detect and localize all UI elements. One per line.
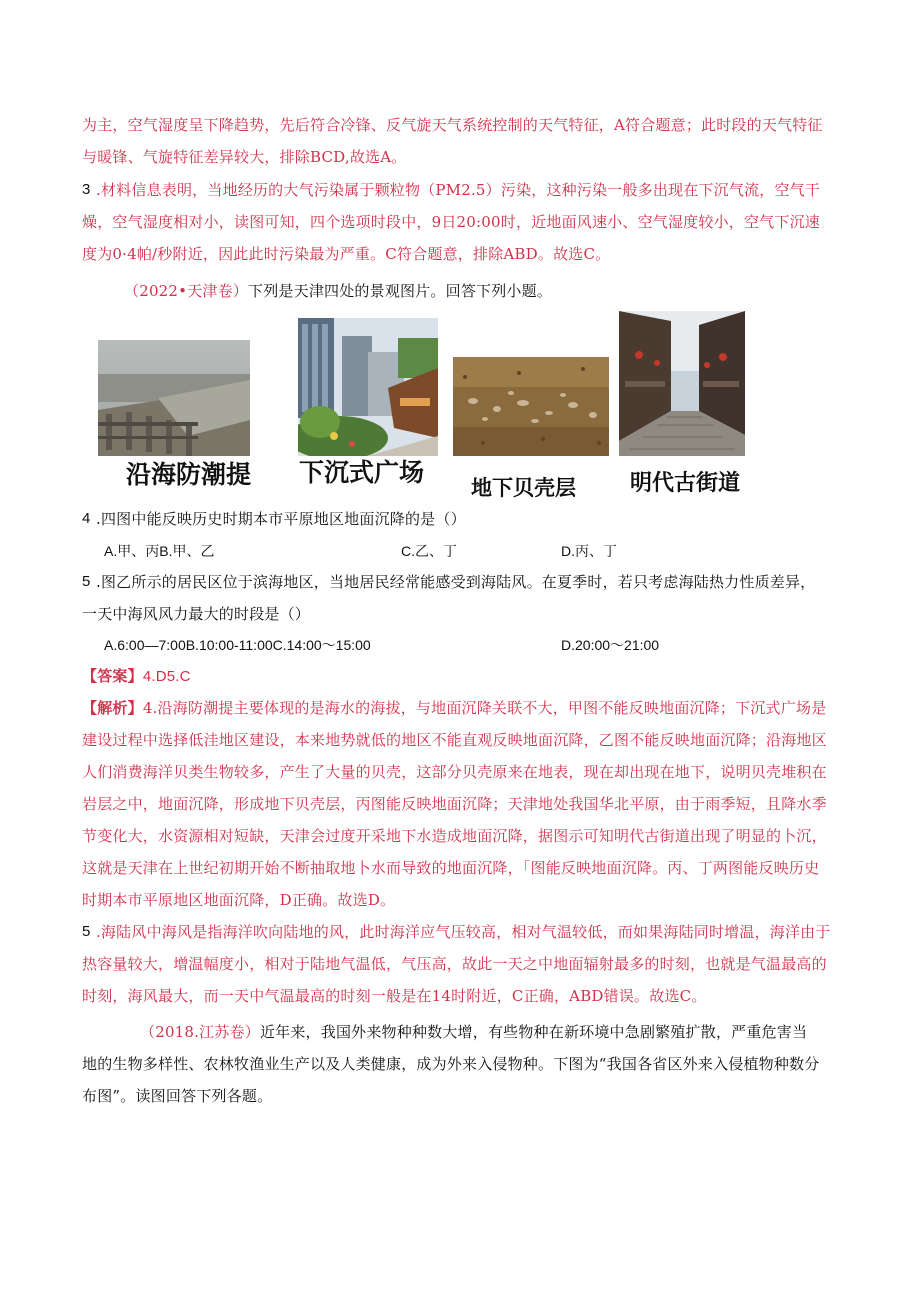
q4-option-ab: A.甲、丙B.甲、乙 xyxy=(104,543,215,559)
photo-seawall xyxy=(98,340,250,456)
q5-option-d: D.20:00～21:00 xyxy=(561,637,660,653)
tianjin-intro xyxy=(124,281,552,301)
q5-stem-line-2: 一天中海风风力最大的时段是（） xyxy=(82,605,311,623)
jiangsu-line-3: 布图”。读图回答下列各题。 xyxy=(82,1087,273,1105)
analysis4-line-3: 人们消费海洋贝类生物较多，产生了大量的贝壳，这部分贝壳原来在地表，现在却出现在地下，说明贝壳堆积在 xyxy=(82,763,827,781)
tianjin-intro-text: 下列是天津四处的景观图片。回答下列小题。 xyxy=(248,282,553,300)
jiangsu-text-1: 近年来，我国外来物种种数大增，有些物种在新环境中急剧繁殖扩散，严重危害当 xyxy=(259,1023,808,1041)
analysis4-text-1: 4.沿海防潮提主要体现的是海水的海拔，与地面沉降关联不大，甲图不能反映地面沉降；下沉式广场是 xyxy=(142,699,827,717)
analysis4-line-2: 建设过程中选择低洼地区建设，本来地势就低的地区不能直观反映地面沉降，乙图不能反映地面沉降；沿海地区 xyxy=(82,731,827,749)
analysis5-line-2: 热容量较大，增温幅度小，相对于陆地气温低，气压高，故此一天之中地面辐射最多的时刻，也就是气温最高的 xyxy=(82,955,827,973)
analysis5-line-1: .海陆风中海风是指海洋吹向陆地的风，此时海洋应气压较高，相对气温较低，而如果海陆同时增温，海洋由于 xyxy=(96,923,831,941)
tianjin-source: （2022•天津卷） xyxy=(124,282,249,300)
analysis4-line-4: 岩层之中，地面沉降，形成地下贝壳层，丙图能反映地面沉降；天津地处我国华北平原，由于雨季短，且降水季 xyxy=(82,795,827,813)
answer-value: 4.D5.C xyxy=(142,668,191,685)
q3-analysis-line-1: .材料信息表明，当地经历的大气污染属于颗粒物（PM2.5）污染，这种污染一般多出现在下沉气流，空气干 xyxy=(96,181,821,199)
jiangsu-source: （2018.江苏卷） xyxy=(140,1023,260,1041)
photo-ming-street xyxy=(619,311,745,456)
analysis4-line-5: 节变化大，水资源相对短缺，天津会过度开采地下水造成地面沉降，据图示可知明代古街道出现了明显的卜沉， xyxy=(82,827,827,845)
caption-shell-layer: 地下贝壳层 xyxy=(471,476,576,500)
q3-analysis-line-3: 度为0·4帕/秒附近，因此此时污染最为严重。C符合题意，排除ABD。故选C。 xyxy=(82,245,611,263)
prev-analysis-line-2: 与暖锋、气旋特征差异较大，排除BCD,故选A。 xyxy=(82,148,407,166)
q4-option-c: C.乙、丁 xyxy=(401,543,457,559)
analysis5-number: 5 xyxy=(82,923,91,940)
photo-sunken-plaza xyxy=(298,318,438,456)
q5-number: 5 xyxy=(82,573,91,590)
analysis4-line-6: 这就是天津在上世纪初期开始不断抽取地卜水而导致的地面沉降，「图能反映地面沉降。丙、丁两图能反映历史 xyxy=(82,859,820,877)
caption-sunken-plaza: 下沉式广场 xyxy=(299,458,425,487)
analysis4-line-1 xyxy=(82,698,826,718)
q4-stem: .四图中能反映历史时期本市平原地区地面沉降的是（） xyxy=(96,510,466,528)
photo-shell-layer xyxy=(453,357,609,456)
q5-stem-line-1: .图乙所示的居民区位于滨海地区，当地居民经常能感受到海陆风。在夏季时，若只考虑海陆热力性质差异， xyxy=(96,573,816,591)
caption-ming-street: 明代古街道 xyxy=(630,471,741,496)
answer-line xyxy=(82,666,191,687)
q5-option-abc: A.6:00—7:00B.10:00-11:00C.14:00～15:00 xyxy=(104,637,371,653)
analysis-label: 【解析】 xyxy=(82,699,143,717)
jiangsu-line-2: 地的生物多样性、农林牧渔业生产以及人类健康，成为外来入侵物种。下图为“我国各省区外来入侵植物种数分 xyxy=(82,1055,820,1073)
q4-option-d: D.丙、丁 xyxy=(561,543,617,559)
answer-label: 【答案】 xyxy=(82,667,143,685)
caption-seawall: 沿海防潮提 xyxy=(126,460,252,489)
prev-analysis-line-1: 为主，空气湿度呈下降趋势，先后符合冷锋、反气旋天气系统控制的天气特征，A符合题意；此时段的天气特征 xyxy=(82,116,823,134)
q3-number: 3 xyxy=(82,181,91,198)
jiangsu-line-1 xyxy=(140,1022,807,1042)
q3-analysis-line-2: 燥，空气湿度相对小，读图可知，四个选项时段中，9日20:00时，近地面风速小、空气湿度较小，空气下沉速 xyxy=(82,213,820,231)
q4-number: 4 xyxy=(82,510,91,527)
analysis4-line-7: 时期本市平原地区地面沉降，D正确。故选D。 xyxy=(82,891,396,909)
analysis5-line-3: 时刻，海风最大，而一天中气温最高的时刻一般是在14时附近，C正确，ABD错误。故选C。 xyxy=(82,987,707,1005)
